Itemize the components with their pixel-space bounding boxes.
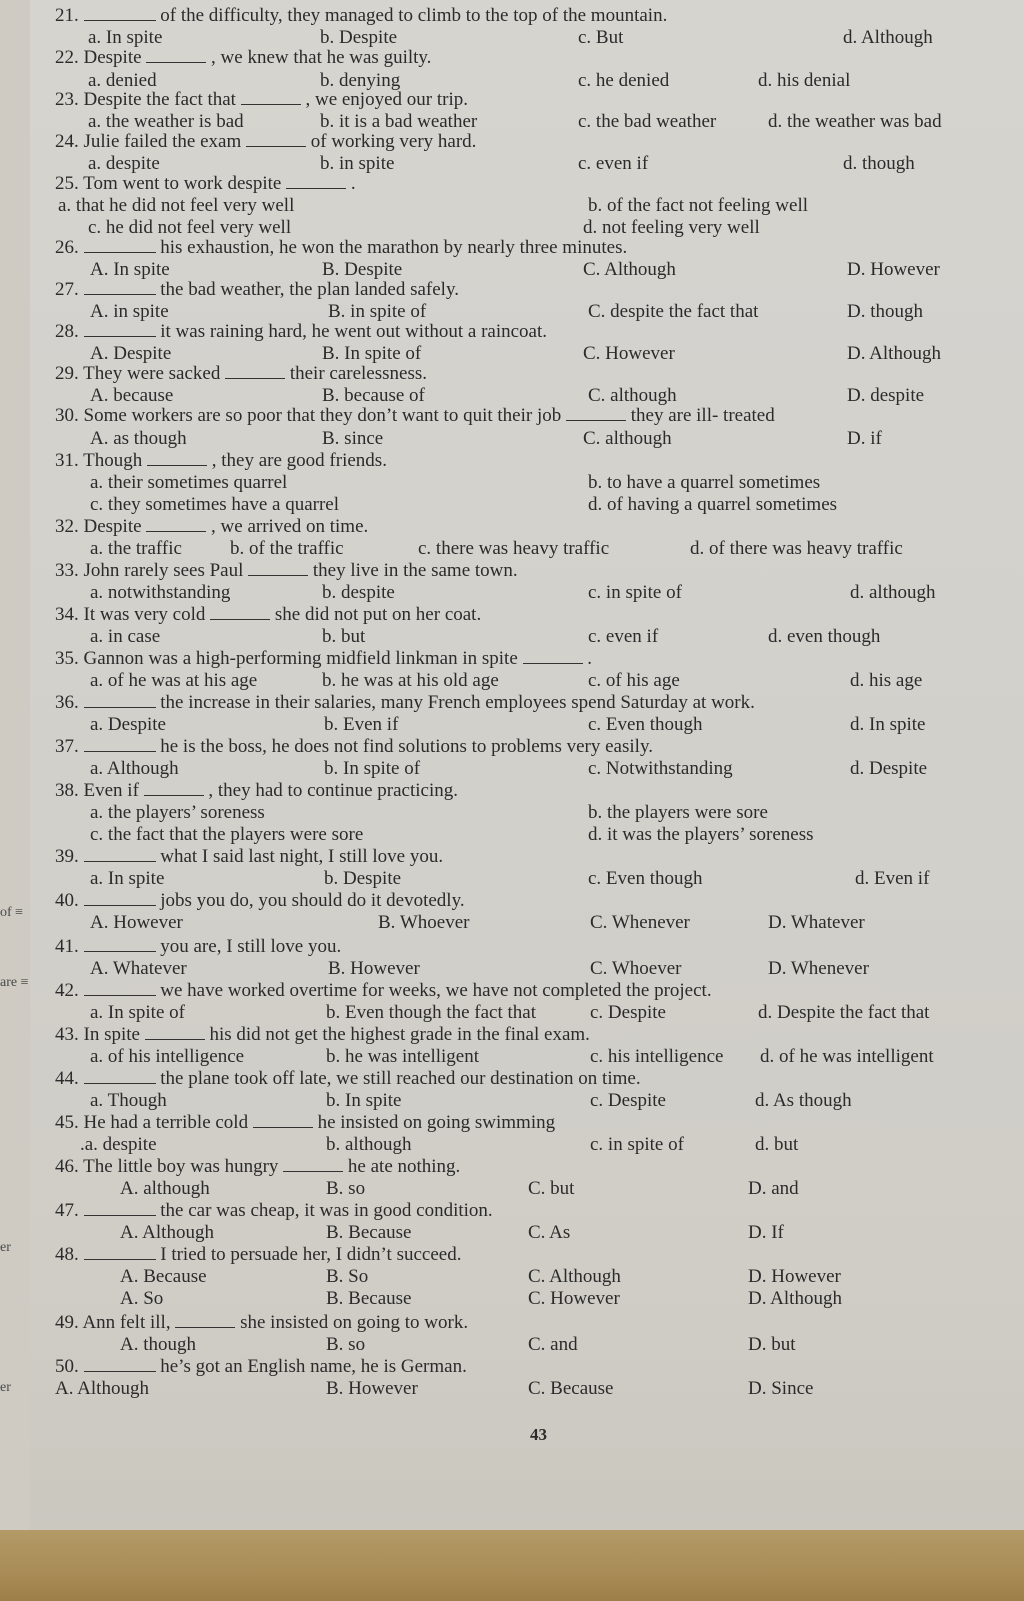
question-number: 22.: [55, 47, 79, 68]
question-number: 34.: [55, 604, 79, 625]
answer-blank: [566, 406, 626, 421]
answer-option: A. as though: [90, 428, 187, 449]
answer-option: b. of the fact not feeling well: [588, 195, 809, 216]
answer-option: B. In spite of: [322, 343, 422, 364]
answer-option: a. the traffic: [90, 538, 182, 559]
answer-blank: [241, 90, 301, 105]
answer-option: D. despite: [847, 385, 925, 406]
question-number: 39.: [55, 846, 79, 867]
question-text-after-blank: , they had to continue practicing.: [208, 780, 458, 801]
answer-blank: [84, 847, 156, 862]
answer-option: C. However: [583, 343, 675, 364]
question-stem: [55, 1068, 641, 1090]
answer-option: d. Despite: [850, 758, 928, 779]
page-number: 43: [530, 1425, 547, 1444]
question-stem: [55, 1244, 461, 1266]
question-text-after-blank: .: [587, 648, 593, 669]
answer-option: b. In spite: [326, 1090, 402, 1111]
answer-option: c. he denied: [578, 70, 670, 91]
question-number: 41.: [55, 936, 79, 957]
answer-blank: [84, 280, 156, 295]
question-text-after-blank: he’s got an English name, he is German.: [160, 1356, 467, 1377]
answer-option: a. the players’ soreness: [90, 802, 265, 823]
answer-option: a. denied: [88, 70, 157, 91]
answer-option: d. As though: [755, 1090, 852, 1111]
question-text-before-blank: Despite: [83, 47, 142, 68]
gutter-text: er: [0, 1240, 11, 1255]
question-stem: [55, 237, 627, 259]
answer-option: A. Whatever: [90, 958, 187, 979]
answer-option: d. of there was heavy traffic: [690, 538, 903, 559]
gutter-text: of ≡: [0, 905, 24, 920]
answer-option: a. in case: [90, 626, 161, 647]
answer-option: d. it was the players’ soreness: [588, 824, 814, 845]
gutter-text: are ≡: [0, 975, 29, 990]
answer-option: b. of the traffic: [230, 538, 344, 559]
question-stem: [55, 173, 356, 195]
question-stem: [55, 604, 481, 626]
answer-option: c. But: [578, 27, 624, 48]
answer-option: c. Despite: [590, 1090, 666, 1111]
question-text-before-blank: In spite: [83, 1024, 140, 1045]
question-stem: [55, 1112, 555, 1134]
answer-blank: [84, 238, 156, 253]
answer-option: B. so: [326, 1178, 366, 1199]
answer-option: d. of he was intelligent: [760, 1046, 934, 1067]
answer-blank: [84, 693, 156, 708]
question-text-after-blank: they live in the same town.: [312, 560, 518, 581]
question-stem: [55, 321, 547, 343]
answer-option: d. although: [850, 582, 936, 603]
question-stem: [55, 5, 667, 27]
question-stem: [55, 1200, 493, 1222]
question-stem: [55, 890, 465, 912]
answer-option: b. but: [322, 626, 366, 647]
answer-option: C. and: [528, 1334, 578, 1355]
question-text-after-blank: , we knew that he was guilty.: [211, 47, 432, 68]
answer-blank: [145, 1025, 205, 1040]
answer-option: b. he was intelligent: [326, 1046, 480, 1067]
answer-blank: [84, 891, 156, 906]
question-number: 49.: [55, 1312, 79, 1333]
question-text-after-blank: he is the boss, he does not find solutions to problems very easily.: [160, 736, 653, 757]
answer-option: A. in spite: [90, 301, 169, 322]
answer-option: c. even if: [588, 626, 659, 647]
answer-option: A. although: [120, 1178, 210, 1199]
answer-option: D. Although: [748, 1288, 842, 1309]
question-stem: [55, 560, 518, 582]
gutter-text: er: [0, 1380, 11, 1395]
answer-option: A. So: [120, 1288, 164, 1309]
answer-option: c. his intelligence: [590, 1046, 724, 1067]
answer-option: D. Since: [748, 1378, 814, 1399]
answer-blank: [84, 1201, 156, 1216]
question-number: 24.: [55, 131, 79, 152]
answer-option: B. Because: [326, 1222, 412, 1243]
question-number: 48.: [55, 1244, 79, 1265]
answer-option: b. to have a quarrel sometimes: [588, 472, 821, 493]
answer-option: a. In spite: [88, 27, 163, 48]
question-number: 42.: [55, 980, 79, 1001]
question-text-before-blank: Tom went to work despite: [83, 173, 282, 194]
answer-option: C. but: [528, 1178, 575, 1199]
answer-option: b. although: [326, 1134, 412, 1155]
answer-option: D. and: [748, 1178, 799, 1199]
answer-option: a. Although: [90, 758, 179, 779]
answer-option: b. it is a bad weather: [320, 111, 478, 132]
answer-option: d. of having a quarrel sometimes: [588, 494, 838, 515]
answer-option: C. Although: [528, 1266, 621, 1287]
question-stem: [55, 279, 459, 301]
answer-option: B. However: [326, 1378, 418, 1399]
question-text-after-blank: what I said last night, I still love you.: [160, 846, 444, 867]
answer-option: c. there was heavy traffic: [418, 538, 610, 559]
answer-option: a. of his intelligence: [90, 1046, 245, 1067]
answer-option: C. Whenever: [590, 912, 690, 933]
answer-option: A. Although: [55, 1378, 149, 1399]
question-number: 44.: [55, 1068, 79, 1089]
answer-option: A. However: [90, 912, 183, 933]
answer-option: b. Even if: [324, 714, 399, 735]
answer-option: a. In spite of: [90, 1002, 185, 1023]
answer-option: b. he was at his old age: [322, 670, 499, 691]
question-text-before-blank: Despite the fact that: [83, 89, 236, 110]
question-text-after-blank: of working very hard.: [310, 131, 477, 152]
question-number: 21.: [55, 5, 79, 26]
answer-blank: [286, 174, 346, 189]
question-text-before-blank: Julie failed the exam: [83, 131, 242, 152]
question-number: 37.: [55, 736, 79, 757]
answer-option: A. Because: [120, 1266, 207, 1287]
question-number: 27.: [55, 279, 79, 300]
question-stem: [55, 936, 341, 958]
answer-option: a. their sometimes quarrel: [90, 472, 288, 493]
question-stem: [55, 131, 476, 153]
answer-blank: [210, 605, 270, 620]
question-text-after-blank: the increase in their salaries, many French employees spend Saturday at work.: [160, 692, 755, 713]
answer-option: d. the weather was bad: [768, 111, 942, 132]
question-stem: [55, 1356, 467, 1378]
question-number: 26.: [55, 237, 79, 258]
question-number: 30.: [55, 405, 79, 426]
question-text-before-blank: They were sacked: [83, 363, 221, 384]
question-number: 31.: [55, 450, 79, 471]
answer-option: C. Although: [583, 259, 676, 280]
answer-option: b. Even though the fact that: [326, 1002, 536, 1023]
answer-option: c. Even though: [588, 714, 703, 735]
answer-option: a. In spite: [90, 868, 165, 889]
question-stem: [55, 405, 775, 427]
answer-option: C. However: [528, 1288, 620, 1309]
answer-blank: [144, 781, 204, 796]
question-number: 38.: [55, 780, 79, 801]
answer-blank: [84, 322, 156, 337]
answer-blank: [84, 1069, 156, 1084]
answer-option: d. Even if: [855, 868, 930, 889]
answer-blank: [248, 561, 308, 576]
answer-option: D. However: [847, 259, 940, 280]
answer-option: a. Despite: [90, 714, 166, 735]
question-text-after-blank: , they are good friends.: [211, 450, 387, 471]
answer-blank: [147, 451, 207, 466]
answer-option: c. Notwithstanding: [588, 758, 733, 779]
answer-option: c. the bad weather: [578, 111, 717, 132]
table-surface: [0, 1530, 1024, 1601]
answer-option: D. If: [748, 1222, 784, 1243]
question-text-after-blank: the bad weather, the plan landed safely.: [160, 279, 459, 300]
left-gutter: [0, 0, 30, 1530]
answer-option: c. of his age: [588, 670, 680, 691]
answer-option: B. So: [326, 1266, 369, 1287]
question-stem: [55, 1024, 590, 1046]
answer-option: A. Although: [120, 1222, 214, 1243]
question-stem: [55, 47, 431, 69]
answer-option: B. Whoever: [378, 912, 470, 933]
answer-option: C. As: [528, 1222, 571, 1243]
answer-option: c. in spite of: [590, 1134, 684, 1155]
answer-option: b. the players were sore: [588, 802, 768, 823]
answer-option: d. Despite the fact that: [758, 1002, 930, 1023]
answer-option: A. though: [120, 1334, 196, 1355]
question-text-before-blank: Despite: [83, 516, 142, 537]
answer-option: C. Because: [528, 1378, 614, 1399]
answer-option: D. but: [748, 1334, 796, 1355]
question-text-after-blank: she did not put on her coat.: [274, 604, 482, 625]
answer-blank: [84, 981, 156, 996]
answer-option: A. In spite: [90, 259, 170, 280]
question-text-after-blank: of the difficulty, they managed to climb to the top of the mountain.: [160, 5, 668, 26]
question-stem: [55, 89, 468, 111]
answer-option: c. the fact that the players were sore: [90, 824, 364, 845]
answer-option: D. Whenever: [768, 958, 869, 979]
question-number: 50.: [55, 1356, 79, 1377]
answer-option: B. in spite of: [328, 301, 427, 322]
question-stem: [55, 516, 368, 538]
question-text-after-blank: , we enjoyed our trip.: [305, 89, 468, 110]
answer-blank: [175, 1313, 235, 1328]
answer-option: A. because: [90, 385, 174, 406]
question-stem: [55, 648, 592, 670]
answer-blank: [84, 737, 156, 752]
answer-option: d. his age: [850, 670, 923, 691]
question-number: 33.: [55, 560, 79, 581]
answer-option: D. However: [748, 1266, 841, 1287]
question-text-before-blank: Even if: [83, 780, 139, 801]
question-text-after-blank: .: [350, 173, 356, 194]
answer-option: d. Although: [843, 27, 933, 48]
question-text-after-blank: his exhaustion, he won the marathon by nearly three minutes.: [160, 237, 628, 258]
question-number: 45.: [55, 1112, 79, 1133]
answer-blank: [146, 48, 206, 63]
question-text-after-blank: the plane took off late, we still reached our destination on time.: [160, 1068, 641, 1089]
question-text-after-blank: jobs you do, you should do it devotedly.: [160, 890, 465, 911]
answer-option: D. Although: [847, 343, 941, 364]
question-text-after-blank: it was raining hard, he went out without a raincoat.: [160, 321, 548, 342]
question-text-before-blank: Some workers are so poor that they don’t want to quit their job: [83, 405, 562, 426]
question-text-before-blank: He had a terrible cold: [83, 1112, 249, 1133]
answer-option: C. despite the fact that: [588, 301, 759, 322]
answer-blank: [146, 517, 206, 532]
answer-blank: [84, 937, 156, 952]
question-text-before-blank: Gannon was a high-performing midfield linkman in spite: [83, 648, 518, 669]
question-number: 35.: [55, 648, 79, 669]
question-stem: [55, 980, 712, 1002]
question-text-after-blank: I tried to persuade her, I didn’t succeed.: [160, 1244, 462, 1265]
answer-option: b. despite: [322, 582, 395, 603]
question-stem: [55, 1156, 460, 1178]
question-text-before-blank: It was very cold: [83, 604, 206, 625]
question-number: 40.: [55, 890, 79, 911]
answer-option: c. Despite: [590, 1002, 666, 1023]
answer-option: C. Whoever: [590, 958, 682, 979]
question-stem: [55, 780, 458, 802]
answer-option: c. he did not feel very well: [88, 217, 292, 238]
answer-option: a. that he did not feel very well: [58, 195, 295, 216]
question-number: 46.: [55, 1156, 79, 1177]
answer-blank: [84, 6, 156, 21]
question-stem: [55, 846, 443, 868]
answer-option: b. Despite: [320, 27, 398, 48]
answer-option: B. so: [326, 1334, 366, 1355]
question-stem: [55, 692, 755, 714]
answer-option: a. despite: [88, 153, 160, 174]
question-stem: [55, 736, 653, 758]
question-number: 28.: [55, 321, 79, 342]
question-text-before-blank: The little boy was hungry: [83, 1156, 279, 1177]
answer-option: D. though: [847, 301, 923, 322]
answer-option: A. Despite: [90, 343, 172, 364]
question-number: 47.: [55, 1200, 79, 1221]
answer-blank: [253, 1113, 313, 1128]
answer-option: c. Even though: [588, 868, 703, 889]
answer-option: b. in spite: [320, 153, 395, 174]
answer-option: C. although: [583, 428, 672, 449]
answer-blank: [225, 364, 285, 379]
answer-blank: [84, 1245, 156, 1260]
answer-option: b. denying: [320, 70, 401, 91]
question-text-after-blank: he ate nothing.: [347, 1156, 461, 1177]
answer-option: d. In spite: [850, 714, 926, 735]
question-text-before-blank: John rarely sees Paul: [83, 560, 244, 581]
question-number: 32.: [55, 516, 79, 537]
question-number: 25.: [55, 173, 79, 194]
answer-option: a. Though: [90, 1090, 167, 1111]
answer-option: a. notwithstanding: [90, 582, 231, 603]
answer-blank: [283, 1157, 343, 1172]
answer-option: C. although: [588, 385, 677, 406]
answer-blank: [246, 132, 306, 147]
answer-option: b. In spite of: [324, 758, 421, 779]
question-text-before-blank: Ann felt ill,: [82, 1312, 171, 1333]
question-text-before-blank: Though: [83, 450, 143, 471]
answer-blank: [523, 649, 583, 664]
answer-option: d. not feeling very well: [583, 217, 760, 238]
question-stem: [55, 1312, 468, 1334]
question-number: 29.: [55, 363, 79, 384]
question-text-after-blank: , we arrived on time.: [211, 516, 369, 537]
answer-option: D. Whatever: [768, 912, 865, 933]
question-number: 43.: [55, 1024, 79, 1045]
answer-option: d. though: [843, 153, 915, 174]
answer-option: d. his denial: [758, 70, 851, 91]
answer-option: d. but: [755, 1134, 799, 1155]
question-text-after-blank: they are ill- treated: [630, 405, 775, 426]
answer-option: B. Because: [326, 1288, 412, 1309]
question-text-after-blank: the car was cheap, it was in good condition.: [160, 1200, 493, 1221]
answer-option: c. they sometimes have a quarrel: [90, 494, 340, 515]
question-stem: [55, 363, 427, 385]
question-text-after-blank: he insisted on going swimming: [317, 1112, 556, 1133]
question-text-after-blank: their carelessness.: [289, 363, 427, 384]
answer-option: B. because of: [322, 385, 425, 406]
question-text-after-blank: we have worked overtime for weeks, we have not completed the project.: [160, 980, 712, 1001]
answer-blank: [84, 1357, 156, 1372]
answer-option: d. even though: [768, 626, 881, 647]
question-stem: [55, 450, 387, 472]
answer-option: .a. despite: [80, 1134, 157, 1155]
answer-option: c. in spite of: [588, 582, 682, 603]
question-text-after-blank: you are, I still love you.: [160, 936, 342, 957]
question-text-after-blank: his did not get the highest grade in the final exam.: [209, 1024, 590, 1045]
answer-option: B. However: [328, 958, 420, 979]
answer-option: B. since: [322, 428, 384, 449]
answer-option: a. the weather is bad: [88, 111, 244, 132]
answer-option: B. Despite: [322, 259, 403, 280]
answer-option: b. Despite: [324, 868, 402, 889]
answer-option: c. even if: [578, 153, 649, 174]
question-number: 23.: [55, 89, 79, 110]
question-text-after-blank: she insisted on going to work.: [240, 1312, 469, 1333]
answer-option: a. of he was at his age: [90, 670, 258, 691]
answer-option: D. if: [847, 428, 882, 449]
question-number: 36.: [55, 692, 79, 713]
